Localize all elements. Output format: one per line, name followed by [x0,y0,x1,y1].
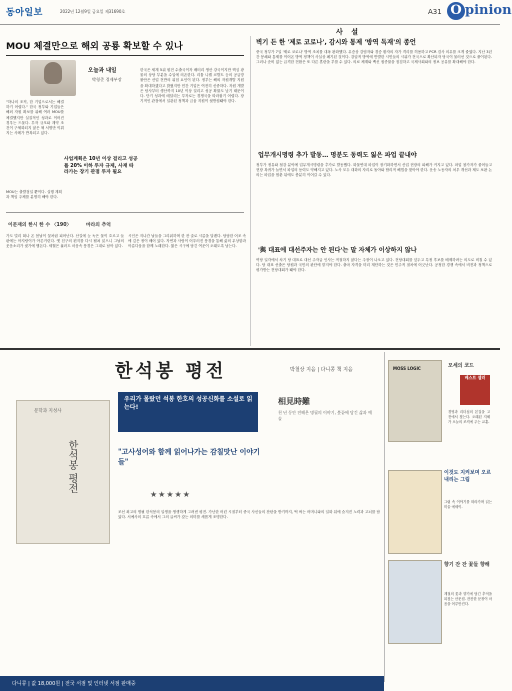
editorial-label: 사 설 [336,28,361,36]
column-body-1: "하나의 조직, 한 기업으로서는 해결하기 어렵다." 한국 정부와 기업들은 해외 자원 확보를 위해 여러 MOU를 체결했지만 실질적인 성과로 이어진 경우는 드물다. 투자 규모와 계약 조건이 구체화되지 않은 채 서명만 이뤄지는 사례가 반복되고 있다. [6,100,64,136]
poem-body-2: 시인은 지나간 날들을 그리워하며 한 잔 술로 시름을 달랜다. 담담한 어조 속에 깊은 정이 배어 있다. 자연과 사람이 어우러진 풍경을 통해 삶의 무상함과 아름다움을 함께 노래한다. 짧은 시구에 담긴 여운이 오래도록 남는다. [128,234,246,249]
editorial-1-body: 중국 정부가 7일 '제로 코로나' 방역 조치를 대폭 완화했다. 무증상 감염자와 경증 환자의 자가 격리를 허용하고 PCR 검사 의무를 크게 줄였다. 지난 3년간 봉쇄와 통제를 이어온 방역 정책이 사실상 폐기된 것이다. 강압적 방역에 반발한 시민들의 시위가 전국으로 확산되자 당국이 물러선 것으로 풀이된다. 그러나 준비 없는 급격한 전환은 또 다른 혼란을 부를 수 있다. 의료 체계와 백신 접종률을 점검하고 국제사회와의 정보 공유를 확대해야 한다. [256,50,492,65]
sidebar-book-1-desc: 경영과 리더십의 본질을 고전에서 찾는다. 오래된 지혜가 오늘의 조직에 주는 교훈. [448,410,490,424]
column-byline: 박형준 경제부장 [92,77,122,82]
ad-calligraphy-title: 相見時難 [278,396,310,406]
poem-column-title: 이문재의 한시 한 수 〈190〉 [8,223,72,228]
ad-star-rating: ★★★★★ [150,490,191,499]
ad-divider [0,348,500,350]
ad-author: 박철상 지음 | 다니콩 책 지음 [290,367,353,373]
sidebar-book-cover-2 [388,470,442,554]
bestseller-badge: 베스트 셀러 [460,375,490,405]
sidebar-book-2-desc: 그림 속 이야기를 따라가며 읽는 미술 에세이. [444,500,492,509]
ad-description: 조선 최고의 명필 한석봉의 일생을 생생하게 그려낸 평전. 가난한 어린 시절부터 중국 사신들의 찬탄을 받기까지, 떡 써는 어머니와의 일화 뒤에 숨겨진 노력과 고뇌를 담았다. 서예사의 흐름 속에서 그의 글씨가 갖는 의미를 새롭게 조명한다. [118,510,380,520]
sidebar-book-3-desc: 계절의 꽃과 향기에 담긴 추억을 되짚는 산문집. 잔잔한 문장이 마음을 어루만진다. [444,592,492,606]
editorial-2-headline: 업무개시명령 추가 발동… 명분도 동력도 잃은 파업 끝내야 [258,152,417,159]
ad-calligraphy-caption: 천 년 동안 전해온 명필의 이야기, 붓끝에 담긴 삶과 예술 [278,410,372,421]
poem-body-1: 가도 멀리 떠나 온 봄날이 꽃처럼 피어난다. 산길에 눈 녹은 물이 흐르고 들판에는 아지랑이가 아른거린다. 옛 친구의 편지를 다시 펼쳐 읽으니 그날의 웃음소리가 귓가에 맴돈다. 세월은 흘러도 마음속 풍경은 그대로 남아 있다. [6,234,124,249]
ad-book-cover-title: 한석봉 평전 [66,440,77,494]
column-body-3: MOU는 출발점일 뿐이다. 실행 계획과 책임 주체를 분명히 해야 한다. [6,190,62,200]
writer-photo-figure [44,62,62,84]
sidebar-book-3-title: 향기 잔 잔 꽃들 향해 [444,562,490,568]
sidebar-book-cover-3 [388,560,442,644]
sidebar-category: 모세의 코드 [448,363,474,369]
ad-headline: 한석봉 평전 [115,361,227,382]
sidebar-book-1-title: MOSS LOGIC [393,366,421,371]
ad-tagline: 우리가 몰랐던 석봉 한호의 성공신화를 소설로 읽는다! [124,396,253,411]
column-pull-quote: 사업계획은 10년 이상 걸리고 성공률 20% 이하 투자 규제, 사재 따라가는 장기 관점 투자 필요 [64,157,138,176]
editorial-1-headline: 벽기 든 한 '제로 코로나', 감시와 통제 '방역 독재'의 종언 [256,38,416,46]
opinion-section-label: pinion [465,3,512,18]
ad-book-cover [16,400,110,544]
newspaper-logo: 동아일보 [6,8,43,18]
poem-subtitle: 마라의 추억 [86,223,111,228]
section-divider [6,212,244,213]
ad-book-publisher: 문학과 지성사 [34,409,62,414]
editorial-2-body: 정부가 정유와 철강 분야에 업무개시명령을 추가로 발동했다. 화물연대 파업이 장기화하면서 산업 현장의 피해가 커지고 있다. 파업 참가자가 줄어들고 현장 복귀가 늘면서 파업의 동력도 약해지고 있다. 노사 모두 대화의 자리로 돌아와 합리적 해법을 찾아야 한다. 운송 노동자의 처우 개선과 제도 보완 논의는 파업을 멈춘 뒤에도 충분히 이어갈 수 있다. [256,163,492,178]
ad-footer-text: 다니콩 | 값 18,000원 | 전국 서점 및 인터넷 서점 판매중 [12,681,136,687]
dateline: 2022년 12월9일 금요일 제31690호 [60,9,126,14]
page-number: A31 [428,8,442,16]
editorial-3-body: 여당 일각에서 차기 당 대표로 대선 주자급 인사는 적절하지 않다는 주장이 나오고 있다. 전당대회를 앞두고 특정 후보를 배제하려는 의도로 비칠 수 있다. 당 대표 선출은 당원과 국민의 판단에 맡겨야 한다. 출마 자격을 미리 재단하는 것은 민주적 절차에 어긋난다. 공정한 경쟁 속에서 비전과 정책으로 평가받는 전당대회가 돼야 한다. [256,258,492,273]
editorial-3-headline: '與 대표에 대선주자는 안 된다'는 말 자체가 이상하지 않나 [258,247,417,254]
ad-quote: "고사성어와 함께 읽어나가는 감칠맛난 이야기들" [118,447,260,466]
sidebar-book-2-title: 이것도 지켜보며 오르내리는 그림 [444,470,491,483]
column-divider [6,55,244,56]
opinion-logo-circle: O [447,2,465,20]
column-kicker: 오늘과 내일 [88,68,117,74]
column-headline: MOU 체결만으로 해외 공룡 확보할 수 있나 [6,41,183,52]
sidebar-book-cover-1 [388,360,442,442]
column-body-2: 한국은 세계 5위 원전 수출국이자 배터리 생산 강국이지만 핵심 광물의 상당 부분을 수입에 의존한다. 리튬 니켈 코발트 등의 공급망 불안은 산업 전반의 위험 요인이 된다. 정부는 해외 자원개발 지원을 확대하겠다고 밝혔지만 민간 기업은 여전히 신중하다. 자원 개발은 탐사부터 생산까지 10년 이상 걸리고 성공 확률도 낮기 때문이다. 단기 성과에 매달리는 투자로는 경쟁국을 따라잡기 어렵다. 장기적인 관점에서 일관된 정책과 금융 지원이 뒷받침돼야 한다. [140,68,245,104]
